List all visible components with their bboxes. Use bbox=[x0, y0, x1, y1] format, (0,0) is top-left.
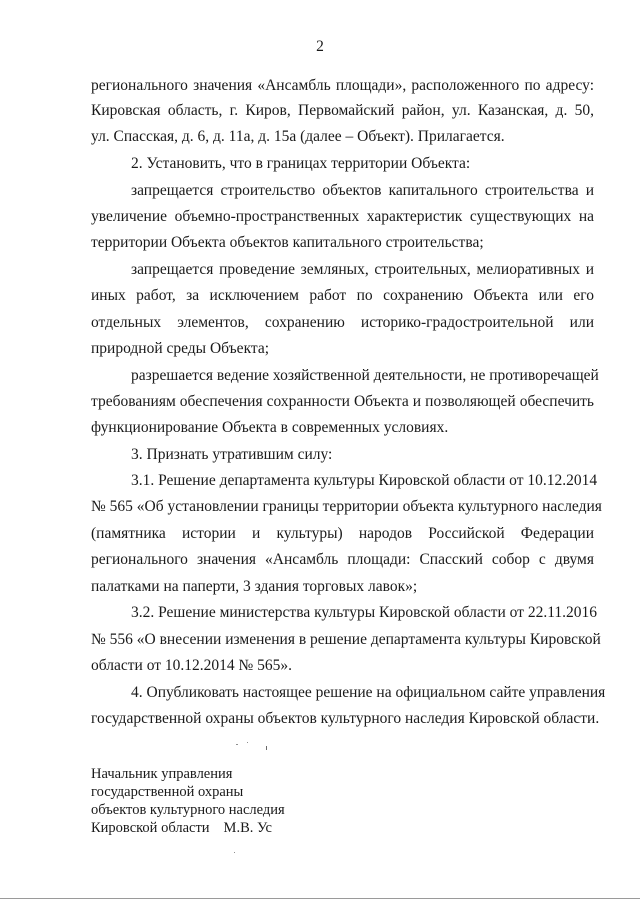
body-line: Кировская область, г. Киров, Первомайский район, ул. Казанская, д. 50, bbox=[91, 102, 594, 119]
body-line: 3. Признать утратившим силу: bbox=[131, 446, 333, 463]
scan-speck bbox=[234, 852, 235, 853]
body-line: регионального значения «Ансамбль площади», расположенного по адресу: bbox=[91, 77, 594, 94]
body-line: области от 10.12.2014 № 565». bbox=[91, 657, 293, 674]
body-line: функционирование Объекта в современных условиях. bbox=[91, 419, 449, 436]
page-number: 2 bbox=[316, 38, 324, 55]
scan-speck bbox=[236, 744, 238, 745]
signature-position-line-1: Начальник управления bbox=[91, 766, 233, 782]
signature-region: Кировской области bbox=[91, 820, 210, 836]
body-line: ул. Спасская, д. 6, д. 11а, д. 15а (далее – Объект). Прилагается. bbox=[91, 128, 505, 145]
body-line: регионального значения «Ансамбль площади: Спасский собор с двумя bbox=[91, 551, 594, 568]
signature-position-line-2: государственной охраны bbox=[91, 784, 244, 800]
body-line: государственной охраны объектов культурного наследия Кировской области. bbox=[91, 710, 600, 727]
body-line: № 565 «Об установлении границы территории объекта культурного наследия bbox=[91, 498, 602, 515]
body-line: № 556 «О внесении изменения в решение департамента культуры Кировской bbox=[91, 631, 601, 648]
signature-region-line bbox=[91, 819, 272, 837]
signatory-name: М.В. Ус bbox=[223, 820, 272, 836]
body-line: иных работ, за исключением работ по сохранению Объекта или его bbox=[91, 287, 594, 304]
body-line: разрешается ведение хозяйственной деятельности, не противоречащей bbox=[131, 367, 599, 384]
body-line: территории Объекта объектов капитального строительства; bbox=[91, 234, 484, 251]
body-line: (памятника истории и культуры) народов Российской Федерации bbox=[91, 525, 594, 542]
page-bottom-edge bbox=[0, 898, 640, 899]
scan-speck bbox=[266, 746, 267, 750]
signature-position-line-3: объектов культурного наследия bbox=[91, 802, 285, 818]
body-line: требованиям обеспечения сохранности Объекта и позволяющей обеспечить bbox=[91, 393, 594, 410]
body-line: отдельных элементов, сохранению историко-градостроительной или bbox=[91, 314, 594, 331]
body-line: запрещается строительство объектов капитального строительства и bbox=[131, 182, 594, 199]
body-line: природной среды Объекта; bbox=[91, 340, 270, 357]
body-line: 2. Установить, что в границах территории Объекта: bbox=[131, 155, 471, 172]
body-line: 3.1. Решение департамента культуры Кировской области от 10.12.2014 bbox=[131, 472, 598, 489]
body-line: 4. Опубликовать настоящее решение на официальном сайте управления bbox=[131, 684, 606, 701]
scan-speck bbox=[247, 742, 248, 743]
body-line: запрещается проведение земляных, строительных, мелиоративных и bbox=[131, 261, 594, 278]
body-line: 3.2. Решение министерства культуры Кировской области от 22.11.2016 bbox=[131, 604, 597, 621]
body-line: палатками на паперти, 3 здания торговых лавок»; bbox=[91, 578, 418, 595]
body-line: увеличение объемно-пространственных характеристик существующих на bbox=[91, 208, 594, 225]
